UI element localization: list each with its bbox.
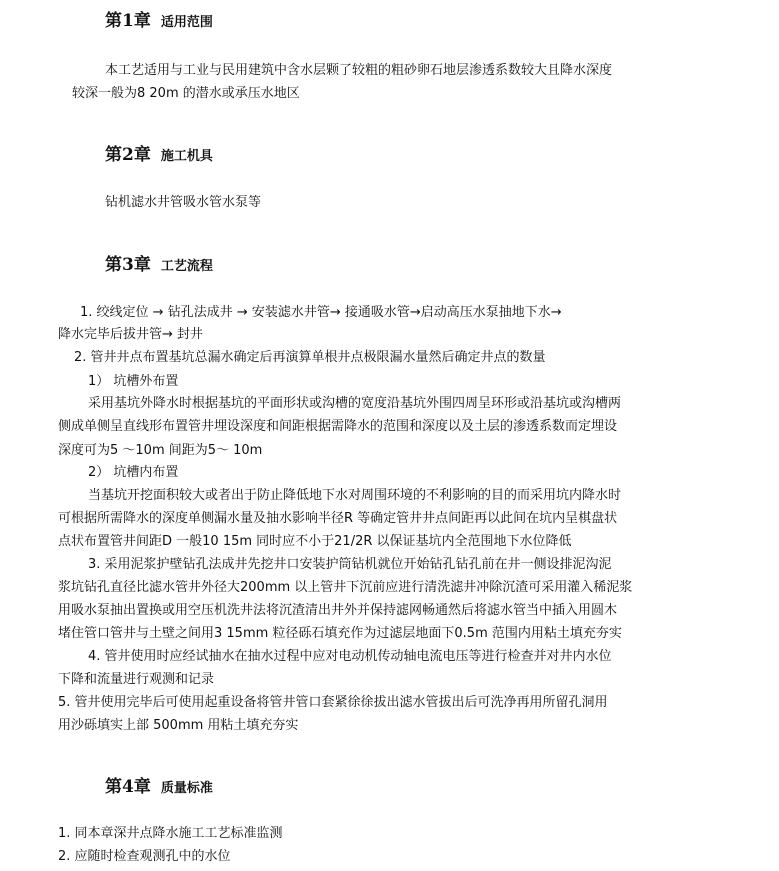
body-line: 降水完毕后拔井管→ 封井 [58,327,204,342]
body-line: 1） 坑槽外布置 [88,374,179,389]
body-line: 用吸水泵抽出置换或用空压机洗井法将沉渣清出井外并保持滤网畅通然后将滤水管当中插入用圆木 [58,603,618,618]
body-line: 当基坑开挖面积较大或者出于防止降低地下水对周围环境的不利影响的目的而采用坑内降水时 [88,488,622,503]
body-line: 2） 坑槽内布置 [88,465,179,480]
list-item: 2. 应随时检查观测孔中的水位 [58,849,231,864]
paragraph-line: 钻机滤水井管吸水管水泵等 [105,195,262,210]
body-line: 1. 绞线定位 → 钻孔法成井 → 安装滤水井管→ 接通吸水管→启动高压水泵抽地下水→ [80,305,562,320]
chapter-3-heading [105,250,213,275]
body-line: 2. 管井井点布置基坑总漏水确定后再演算单根井点极限漏水量然后确定井点的数量 [74,350,546,365]
body-line: 堵住管口管井与土壁之间用3 15mm 粒径砾石填充作为过滤层地面下0.5m 范围内用粘土填充夯实 [58,626,622,641]
paragraph-line: 本工艺适用与工业与民用建筑中含水层颗了较粗的粗砂卵石地层渗透系数较大且降水深度 [105,63,613,78]
chapter-number: 第2章 [105,145,151,165]
list-item: 1. 同本章深井点降水施工工艺标准监测 [58,826,283,841]
chapter-number: 第4章 [105,777,151,797]
chapter-4-heading [105,772,213,797]
body-line: 4. 管井使用时应经试抽水在抽水过程中应对电动机传动轴电流电压等进行检查并对井内水位 [88,649,612,664]
chapter-1-heading [105,6,213,31]
body-line: 采用基坑外降水时根据基坑的平面形状或沟槽的宽度沿基坑外围四周呈环形或沿基坑或沟槽两 [88,396,622,411]
chapter-title: 质量标准 [160,781,213,796]
chapter-number: 第3章 [105,255,151,275]
body-line: 浆坑钻孔直径比滤水管井外径大200mm 以上管井下沉前应进行清洗滤井冲除沉渣可采用灌入稀泥浆 [58,580,633,595]
body-line: 下降和流量进行观测和记录 [58,672,215,687]
body-line: 可根据所需降水的深度单侧漏水量及抽水影响半径R 等确定管井井点间距再以此间在坑内呈棋盘状 [58,511,618,526]
chapter-number: 第1章 [105,11,151,31]
body-line: 3. 采用泥浆护壁钻孔法成井先挖井口安装护筒钻机就位开始钻孔钻孔前在井一侧设排泥沟泥 [88,557,612,572]
body-line: 侧成单侧呈直线形布置管井埋设深度和间距根据需降水的范围和深度以及土层的渗透系数而定埋设 [58,419,618,434]
chapter-title: 施工机具 [160,149,213,164]
chapter-2-heading [105,140,213,165]
body-line: 5. 管井使用完毕后可使用起重设备将管井管口套紧徐徐拔出滤水管拔出后可洗净再用所留孔洞用 [58,695,608,710]
chapter-title: 适用范围 [160,15,213,30]
body-line: 点状布置管井间距D 一般10 15m 同时应不小于21/2R 以保证基坑内全范围地下水位降低 [58,534,572,549]
paragraph-line: 较深一般为8 20m 的潜水或承压水地区 [72,86,300,101]
body-line: 用沙砾填实上部 500mm 用粘土填充夯实 [58,718,299,733]
body-line: 深度可为5 ～10m 间距为5～ 10m [58,443,263,458]
chapter-title: 工艺流程 [160,259,213,274]
